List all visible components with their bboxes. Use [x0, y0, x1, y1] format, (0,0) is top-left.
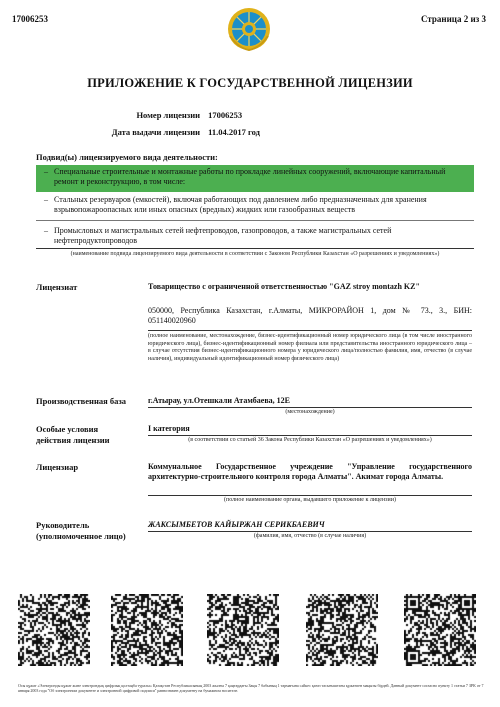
licensor-label: Лицензиар [36, 462, 79, 472]
head-value: ЖАКСЫМБЕТОВ КАЙЫРЖАН СЕРИКБАЕВИЧ [148, 520, 325, 529]
licensor-value: Коммунальное Государственное учреждение "Управление государственного архитектурно-строительного контроля города Алматы". Акимат города Алматы. [148, 462, 472, 481]
barcode-image [306, 594, 378, 666]
divider [36, 248, 474, 249]
head-label-line2: (уполномоченное лицо) [36, 531, 126, 541]
production-base-value: г.Атырау, ул.Отешкали Атамбаева, 12Е [148, 396, 290, 405]
special-conditions-note: (в соответствии со статьей 36 Закона Республики Казахстан «О разрешениях и уведомлениях») [188, 437, 432, 443]
activity-item-text: Промысловых и магистральных сетей нефтепроводов, газопроводов, а также магистральных сетей нефтепродуктопроводов [54, 226, 392, 245]
license-number-row [0, 110, 500, 120]
licensee-label: Лицензиат [36, 282, 78, 292]
divider [148, 435, 472, 436]
bullet-icon: – [44, 167, 48, 176]
licensee-name: Товарищество с ограниченной ответственностью "GAZ stroy montazh KZ" [148, 282, 420, 291]
special-conditions-label-line1: Особые условия [36, 424, 99, 434]
state-emblem-icon [226, 6, 272, 52]
license-number-label: Номер лицензии [136, 110, 200, 120]
licensor-note: (полное наименование органа, выдавшего приложение к лицензии) [224, 497, 396, 503]
bullet-icon: – [44, 195, 48, 204]
activity-item [44, 195, 469, 215]
highlighted-activity [44, 167, 469, 187]
activity-heading: Подвид(ы) лицензируемого вида деятельности: [36, 152, 218, 162]
licensee-address: 050000, Республика Казахстан, г.Алматы, МИКРОРАЙОН 1, дом № 73., 3., БИН: 051140020960 [148, 306, 472, 325]
special-conditions-value: I категория [148, 424, 190, 433]
document-number: 17006253 [12, 14, 48, 24]
head-note: (фамилия, имя, отчество (в случае наличия) [253, 533, 367, 539]
activity-note: (наименование подвида лицензируемого вида деятельности в соответствии с Законом Республики Казахстан «О разрешениях и уведомлениях») [70, 251, 440, 257]
special-conditions-label-line2: действия лицензии [36, 435, 110, 445]
barcode-image [18, 594, 90, 666]
footer-disclaimer: Осы құжат «Электронды құжат және электрондық цифрлық қолтаңба туралы» Қазақстан Республикасының 2003 жылғы 7 қаңтардағы Заңы 7 бабының 1 тармағына сәйкес қағаз тасығыштағы құжатпен маңызы бірдей. Данный документ согласно пункту 1 статьи 7 ЗРК от 7 января 2003 года "Об электронном документе и электронной цифровой подписи" равнозначен документу на бумажном носителе. [18, 683, 484, 693]
license-number-value: 17006253 [208, 110, 243, 120]
issue-date-row [0, 127, 500, 137]
production-base-label: Производственная база [36, 396, 126, 406]
activity-item-text: Стальных резервуаров (емкостей), включая работающих под давлением либо предназначенных для хранения взрывопожароопасных или иных опасных (вредных) жидких или газообразных веществ [54, 195, 427, 214]
head-label-line1: Руководитель [36, 520, 90, 530]
highlighted-activity-text: Специальные строительные и монтажные работы по прокладке линейных сооружений, включающие капитальный ремонт и реконструкцию, в том числе: [54, 167, 446, 186]
divider [148, 330, 472, 331]
barcode-image [111, 594, 183, 666]
issue-date-label: Дата выдачи лицензии [111, 127, 200, 137]
qr-code-image [404, 594, 476, 666]
head-label [36, 520, 126, 542]
divider [148, 531, 472, 532]
issue-date-value: 11.04.2017 год [208, 127, 260, 137]
activity-item [44, 226, 469, 246]
special-conditions-label [36, 424, 110, 446]
bullet-icon: – [44, 226, 48, 235]
divider [36, 220, 474, 221]
barcode-image [207, 594, 279, 666]
page-title: ПРИЛОЖЕНИЕ К ГОСУДАРСТВЕННОЙ ЛИЦЕНЗИИ [87, 76, 413, 90]
production-base-note: (местонахождение) [285, 409, 335, 415]
page-indicator: Страница 2 из 3 [420, 14, 486, 24]
licensee-note: (полное наименование, местонахождение, бизнес-идентификационный номер юридического лица (в том числе иностранного юридического лица), бизнес-идентификационный номер филиала или представительства иностранного юридического лица – в случае отсутствия бизнес-идентификационного номера у юридического лица/полностью фамилия, имя, отчество (в случае наличия), индивидуальный идентификационный номер физического лица) [148, 333, 472, 362]
divider [148, 495, 472, 496]
divider [148, 407, 472, 408]
